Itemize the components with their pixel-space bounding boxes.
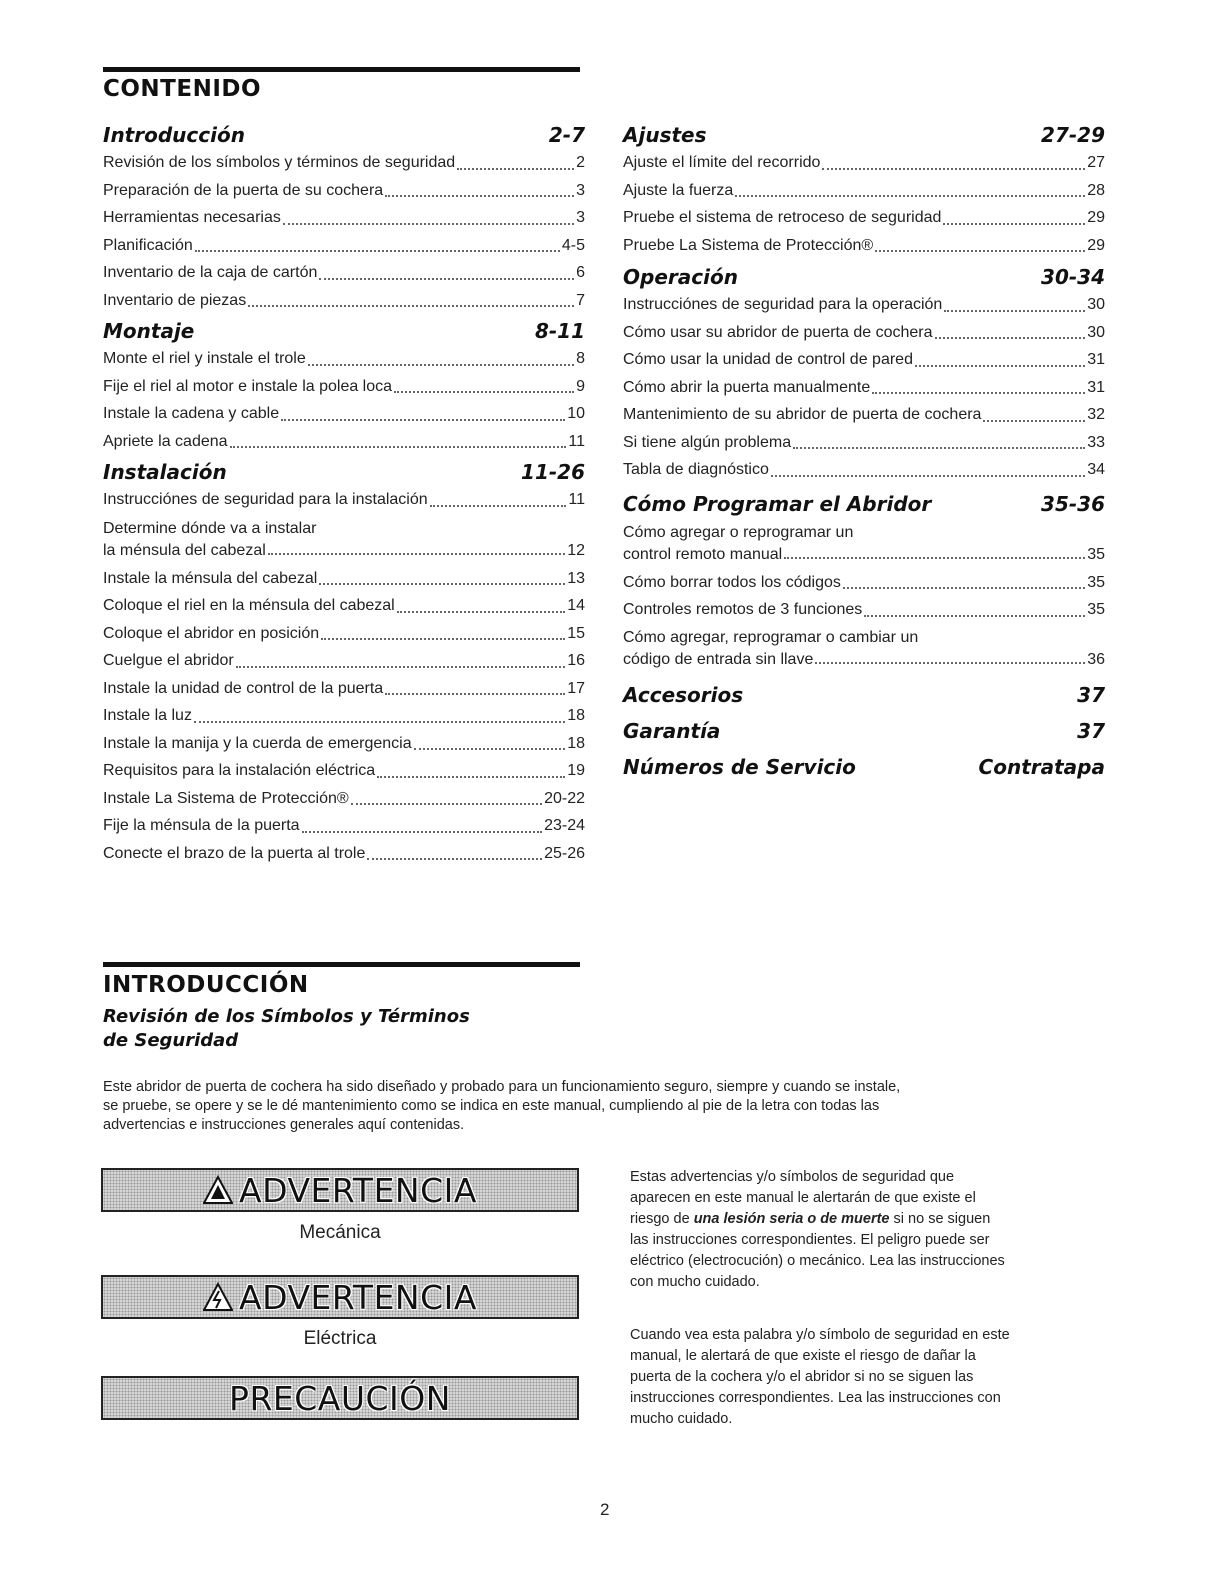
toc-item[interactable]: Cómo agregar, reprogramar o cambiar un código de entrada sin llave 36 [623,628,1105,668]
toc-section-garantia[interactable] [623,717,1105,753]
toc-section-title: Operación [623,265,738,289]
intro-paragraph: Este abridor de puerta de cochera ha sido diseñado y probado para un funcionamiento seguro, siempre y cuando se instale, se pruebe, se opere y se le dé mantenimiento como se indica en este manual, cumpliendo al pie de la letra con todas las advertencias e instrucciones generales aquí contenidas. [103,1079,901,1133]
warning-signal-electrical [101,1275,579,1319]
emphasis-text: una lesión seria o de muerte [693,1211,890,1227]
toc-item[interactable]: Controles remotos de 3 funciones 35 [623,601,1105,618]
toc-item[interactable]: Pruebe el sistema de retroceso de seguridad 29 [623,209,1105,226]
toc-item[interactable]: Coloque el abridor en posición 15 [103,624,585,642]
toc-section-pages: Contratapa [978,754,1105,779]
toc-section-numeros-servicio[interactable] [623,753,1105,789]
mechanical-warning-icon [203,1175,233,1205]
toc-item[interactable]: Inventario de la caja de cartón 6 [103,264,585,281]
caution-explanation: Cuando vea esta palabra y/o símbolo de seguridad en este manual, le alertará de que existe el riesgo de dañar la puerta de la cochera y/o el abridor si no se siguen las instrucciones correspondientes. Lea las instrucciones con mucho cuidado. [630,1327,1010,1427]
toc-item[interactable]: Revisión de los símbolos y términos de seguridad 2 [103,154,585,171]
contents-top-rule [103,67,580,72]
intro-title: INTRODUCCIÓN [103,972,309,998]
warning-word: ADVERTENCIA [239,1170,477,1210]
toc-item[interactable]: Conecte el brazo de la puerta al trole 25-26 [103,844,585,862]
toc-item[interactable]: Determine dónde va a instalar la ménsula del cabezal 12 [103,519,585,559]
toc-item[interactable]: Instale la unidad de control de la puerta 17 [103,679,585,697]
caution-signal [101,1376,579,1420]
toc-item[interactable]: Instrucciónes de seguridad para la instalación 11 [103,491,585,508]
toc-item[interactable]: Instale la manija y la cuerda de emergencia 18 [103,734,585,752]
toc-item[interactable]: Apriete la cadena 11 [103,432,585,450]
toc-section-title: Introducción [103,123,245,147]
caption-mechanical: Mecánica [299,1222,381,1243]
toc-section-pages: 35-36 [1041,491,1105,516]
toc-section-pages: 30-34 [1041,265,1105,289]
warning-explanation: Estas advertencias y/o símbolos de seguridad que aparecen en este manual le alertarán de que existe el riesgo de una lesión seria o de muerte si no se siguen las instrucciones correspondientes. El peligro puede ser eléctrico (electrocución) o mecánico. Lea las instrucciones con mucho cuidado. [630,1169,1005,1290]
toc-item[interactable]: Si tiene algún problema 33 [623,433,1105,451]
toc-item[interactable]: Pruebe La Sistema de Protección® 29 [623,236,1105,254]
toc-item[interactable]: Cómo usar su abridor de puerta de cochera 30 [623,323,1105,341]
toc-section-ajustes[interactable] [623,121,1105,149]
toc-item[interactable]: Instale la ménsula del cabezal 13 [103,569,585,587]
toc-section-pages: 37 [1077,682,1105,707]
toc-item[interactable]: Tabla de diagnóstico 34 [623,461,1105,478]
toc-item[interactable]: Preparación de la puerta de su cochera 3 [103,181,585,199]
toc-item[interactable]: Mantenimiento de su abridor de puerta de cochera 32 [623,406,1105,423]
toc-section-title: Instalación [103,460,227,484]
toc-item[interactable]: Instale la cadena y cable 10 [103,405,585,422]
toc-section-title: Montaje [103,319,195,343]
warning-word: ADVERTENCIA [239,1277,477,1317]
toc-section-title: Ajustes [623,123,707,147]
toc-item[interactable]: Cómo abrir la puerta manualmente 31 [623,378,1105,396]
toc-section-introduccion[interactable] [103,121,585,149]
toc-item[interactable]: Inventario de piezas 7 [103,291,585,309]
contents-title: CONTENIDO [103,76,262,102]
toc-section-title: Accesorios [623,682,744,707]
toc-item[interactable]: Planificación 4-5 [103,236,585,254]
toc-item[interactable]: Instale la luz 18 [103,707,585,724]
toc-item[interactable]: Monte el riel y instale el trole 8 [103,350,585,367]
intro-subtitle: Revisión de los Símbolos y Términos de Seguridad [103,1006,470,1051]
toc-item[interactable]: Ajuste la fuerza 28 [623,181,1105,199]
toc-item[interactable]: Cuelgue el abridor 16 [103,652,585,669]
toc-item[interactable]: Cómo borrar todos los códigos 35 [623,573,1105,591]
toc-section-pages: 37 [1077,718,1105,743]
toc-item[interactable]: Requisitos para la instalación eléctrica 19 [103,762,585,779]
toc-item[interactable]: Herramientas necesarias 3 [103,209,585,226]
page-number: 2 [600,1500,610,1519]
toc-section-title: Garantía [623,718,721,743]
toc-section-pages: 2-7 [548,123,585,147]
toc-section-operacion[interactable] [623,263,1105,291]
toc-section-pages: 27-29 [1041,123,1105,147]
toc-section-pages: 11-26 [521,460,585,484]
toc-section-montaje[interactable] [103,317,585,345]
toc-section-instalacion[interactable] [103,458,585,486]
toc-section-title: Cómo Programar el Abridor [623,491,932,516]
toc-item[interactable]: Fije el riel al motor e instale la polea loca 9 [103,377,585,395]
contents-left-column [103,121,585,867]
toc-section-programar[interactable] [623,490,1105,518]
caption-electrical: Eléctrica [303,1328,377,1349]
electrical-warning-icon [203,1282,233,1312]
caution-word: PRECAUCIÓN [229,1378,451,1418]
toc-item[interactable]: Cómo usar la unidad de control de pared 31 [623,351,1105,368]
intro-top-rule [103,962,580,967]
warning-signal-mechanical [101,1168,579,1212]
toc-section-accesorios[interactable] [623,681,1105,717]
toc-section-title: Números de Servicio [623,754,856,779]
toc-item[interactable]: Fije la ménsula de la puerta 23-24 [103,817,585,834]
toc-item[interactable]: Coloque el riel en la ménsula del cabezal 14 [103,597,585,614]
toc-item[interactable]: Instale La Sistema de Protección® 20-22 [103,789,585,807]
toc-item[interactable]: Cómo agregar o reprogramar un control remoto manual 35 [623,523,1105,563]
toc-item[interactable]: Ajuste el límite del recorrido 27 [623,154,1105,171]
toc-section-pages: 8-11 [534,319,585,343]
toc-item[interactable]: Instrucciónes de seguridad para la operación 30 [623,296,1105,313]
contents-right-column [623,121,1105,789]
